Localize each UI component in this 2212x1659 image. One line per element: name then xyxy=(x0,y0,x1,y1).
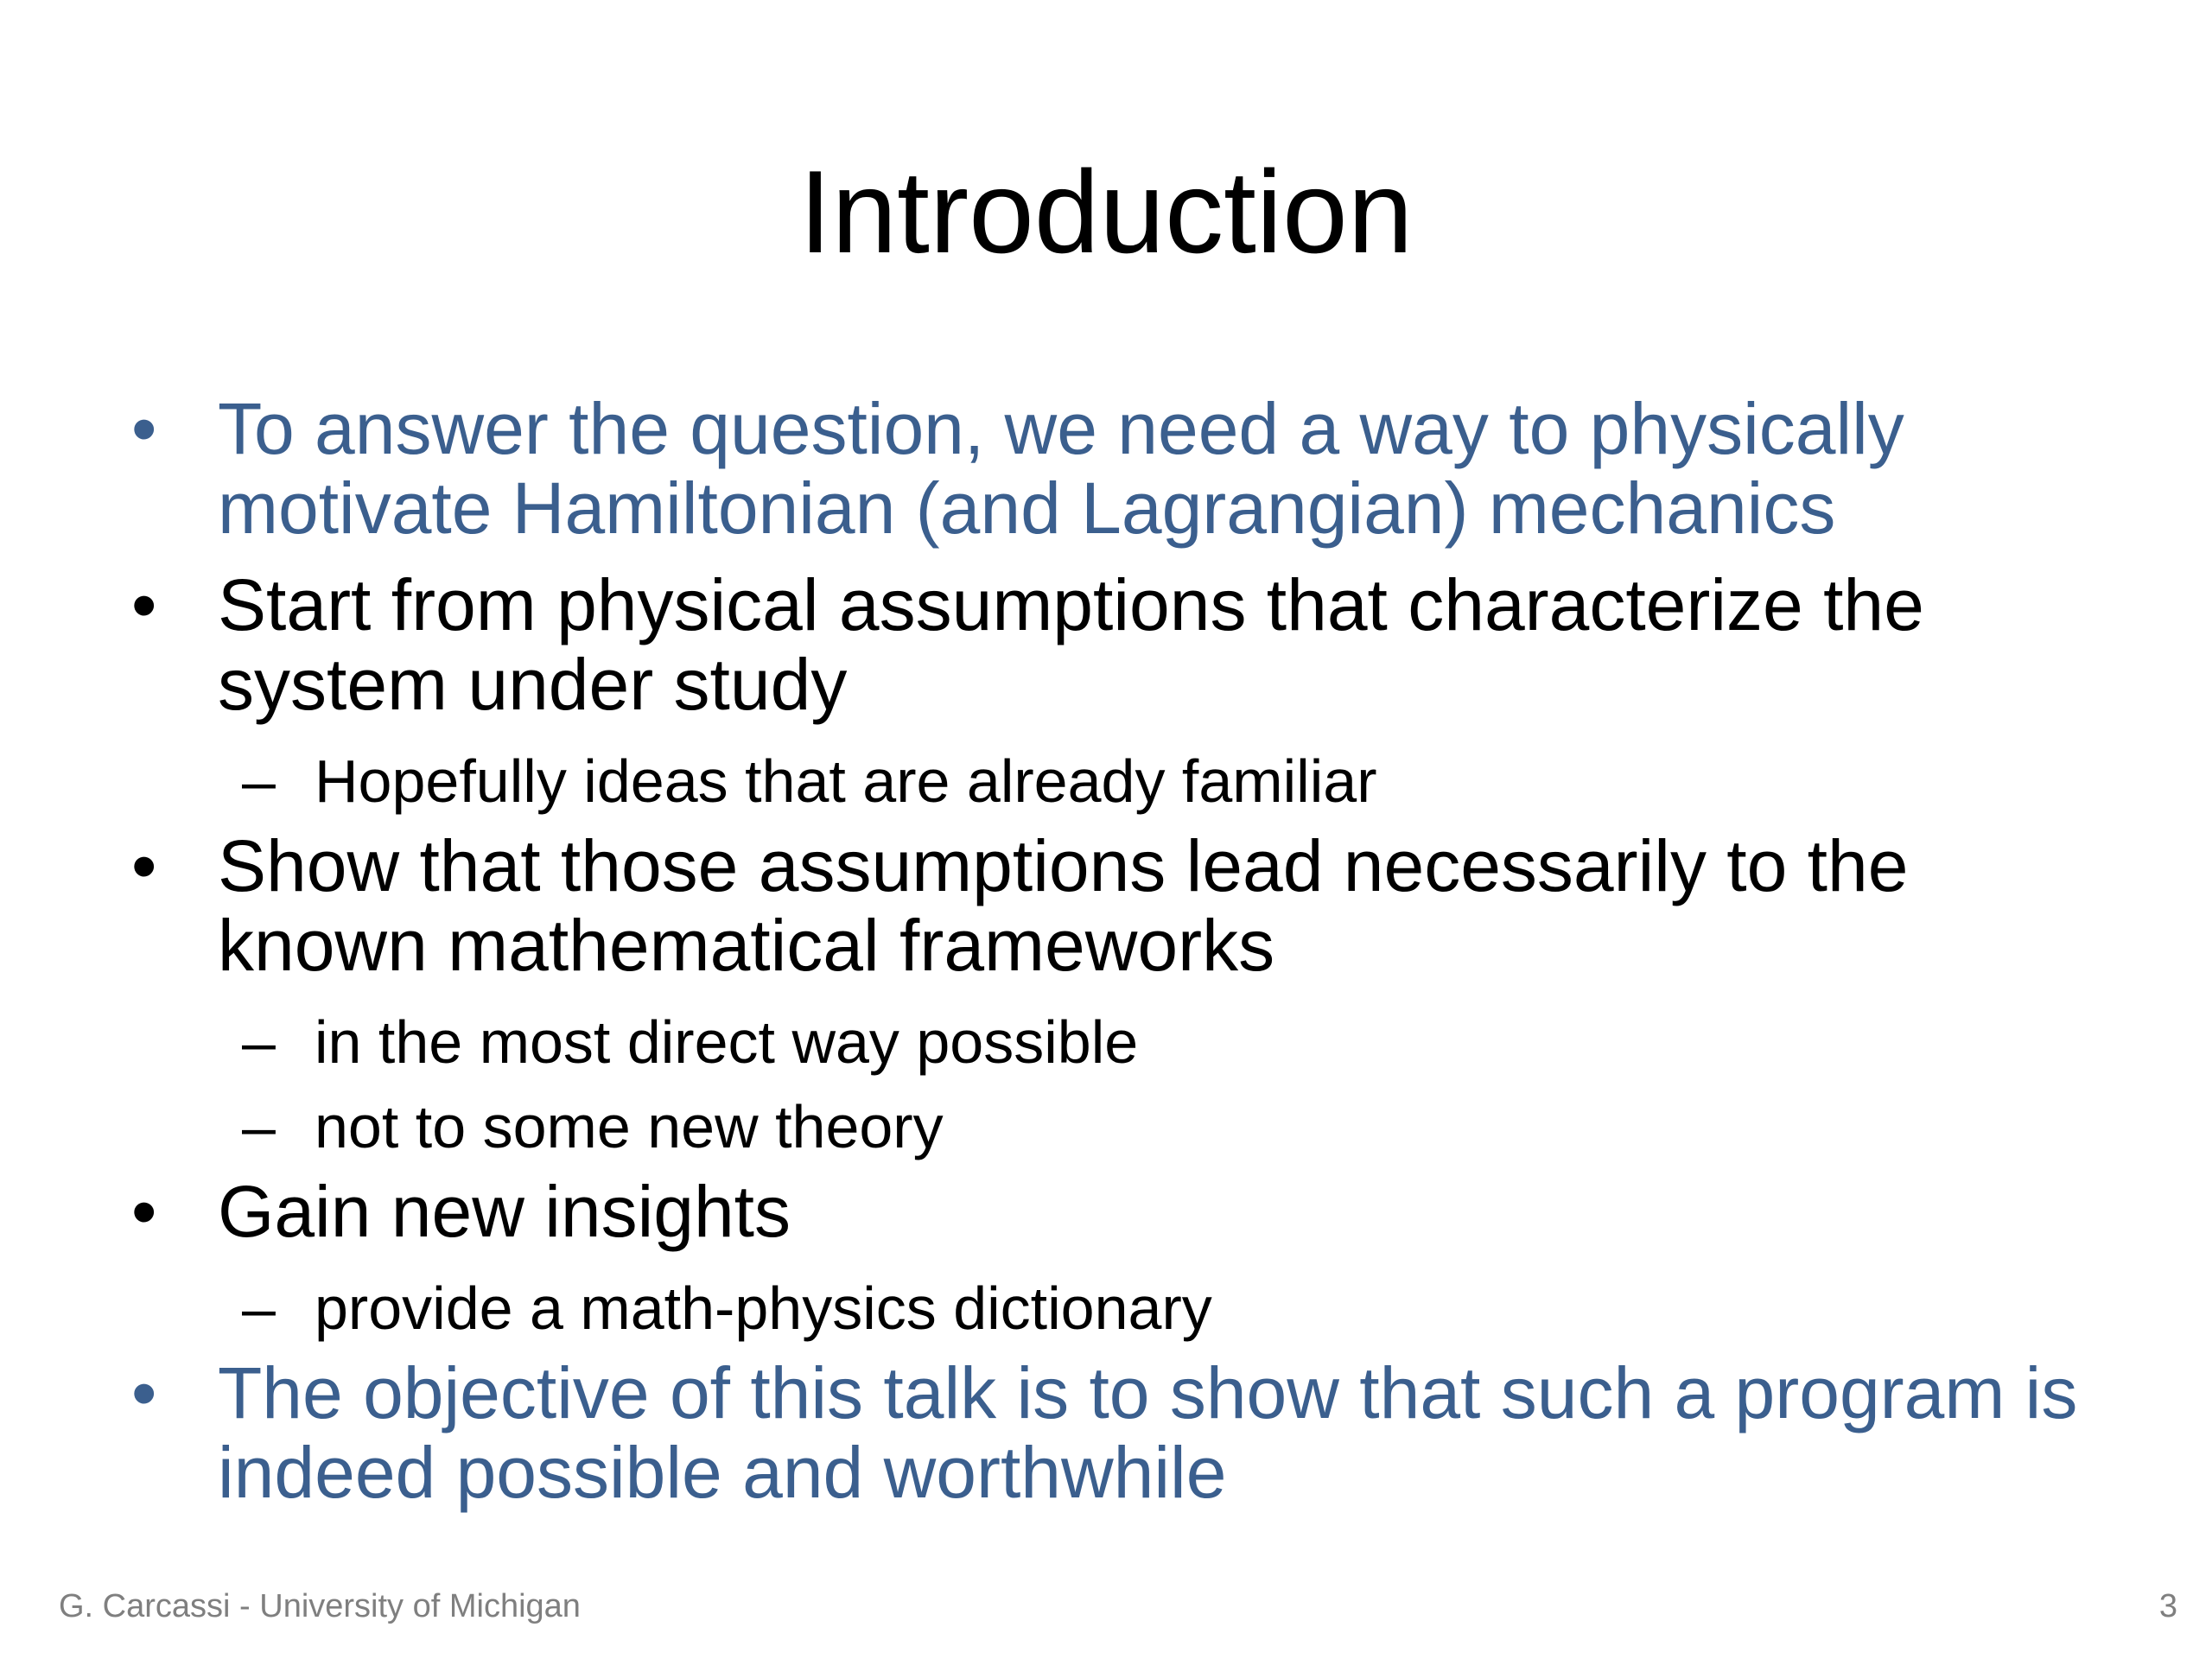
sub-bullet-item xyxy=(0,1268,2086,1348)
bullet-marker: • xyxy=(131,388,157,469)
bullet-item xyxy=(0,1172,2093,1251)
page-number: 3 xyxy=(2158,1588,2177,1624)
bullet-marker: • xyxy=(131,564,157,645)
sub-bullet-marker: – xyxy=(242,1093,276,1160)
bullet-text: Gain new insights xyxy=(218,1171,791,1252)
sub-bullet-text: provide a math-physics dictionary xyxy=(315,1274,1212,1342)
sub-bullet-text: not to some new theory xyxy=(315,1093,944,1160)
bullet-item xyxy=(0,565,2093,724)
bullet-item xyxy=(0,389,2093,548)
bullet-text: Start from physical assumptions that characterize the system under study xyxy=(218,564,1924,725)
bullet-item xyxy=(0,1353,2093,1512)
sub-bullet-item xyxy=(0,1087,2086,1166)
bullet-text: To answer the question, we need a way to physically motivate Hamiltonian (and Lagrangian) mechanics xyxy=(218,388,1904,549)
bullet-marker: • xyxy=(131,825,157,906)
sub-bullet-marker: – xyxy=(242,1008,276,1076)
bullet-marker: • xyxy=(131,1171,157,1252)
sub-bullet-text: in the most direct way possible xyxy=(315,1008,1139,1076)
slide-title: Introduction xyxy=(798,146,1414,277)
bullet-marker: • xyxy=(131,1352,157,1433)
bullet-text: Show that those assumptions lead necessarily to the known mathematical frameworks xyxy=(218,825,1909,986)
sub-bullet-marker: – xyxy=(242,747,276,815)
sub-bullet-marker: – xyxy=(242,1274,276,1342)
sub-bullet-item xyxy=(0,741,2086,821)
sub-bullet-text: Hopefully ideas that are already familiar xyxy=(315,747,1377,815)
bullet-text: The objective of this talk is to show that such a program is indeed possible and worthwhile xyxy=(218,1352,2078,1513)
bullet-item xyxy=(0,826,2093,985)
slide-content xyxy=(0,389,2212,1529)
sub-bullet-item xyxy=(0,1002,2086,1082)
footer-author: G. Carcassi - University of Michigan xyxy=(59,1588,581,1624)
